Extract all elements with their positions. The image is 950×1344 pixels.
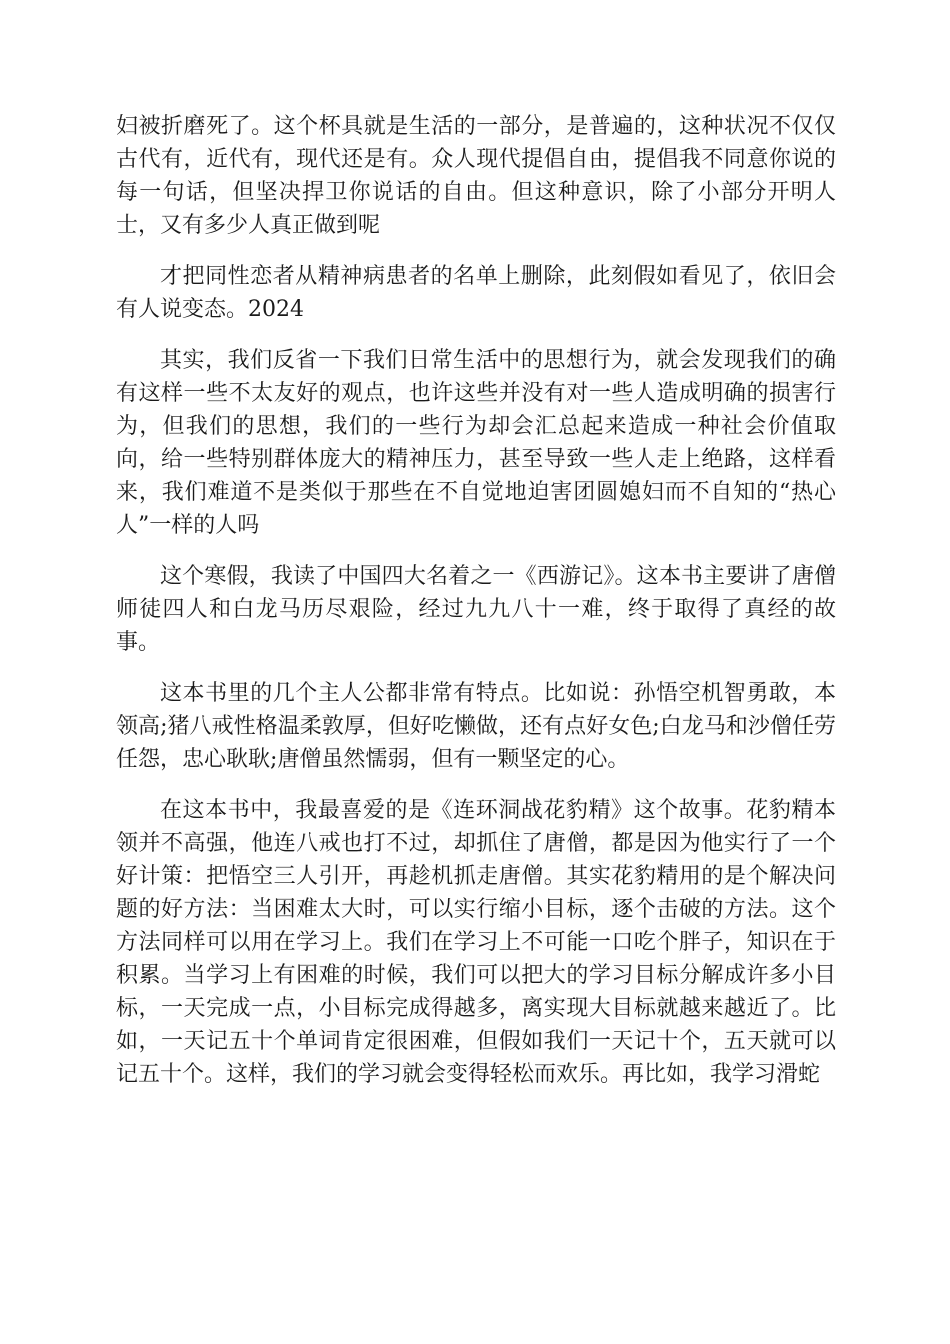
paragraph: 这本书里的几个主人公都非常有特点。比如说：孙悟空机智勇敢，本领高;猪八戒性格温柔敦厚，但好吃懒做，还有点好女色;白龙马和沙僧任劳任怨，忠心耿耿;唐僧虽然懦弱，但有一颗坚定的心。 [116,681,836,772]
paragraph: 才把同性恋者从精神病患者的名单上删除，此刻假如看见了，依旧会有人说变态。2024 [116,264,836,322]
paragraph: 这个寒假，我读了中国四大名着之一《西游记》。这本书主要讲了唐僧师徒四人和白龙马历尽艰险，经过九九八十一难，终于取得了真经的故事。 [116,564,836,655]
document-page [116,110,836,1109]
paragraph: 在这本书中，我最喜爱的是《连环洞战花豹精》这个故事。花豹精本领并不高强，他连八戒也打不过，却抓住了唐僧，都是因为他实行了一个好计策：把悟空三人引开，再趁机抓走唐僧。其实花豹精用的是个解决问题的好方法：当困难太大时，可以实行缩小目标，逐个击破的方法。这个方法同样可以用在学习上。我们在学习上不可能一口吃个胖子，知识在于积累。当学习上有困难的时候，我们可以把大的学习目标分解成许多小目标，一天完成一点，小目标完成得越多，离实现大目标就越来越近了。比如，一天记五十个单词肯定很困难，但假如我们一天记十个，五天就可以记五十个。这样，我们的学习就会变得轻松而欢乐。再比如，我学习滑蛇 [116,798,836,1087]
paragraph: 妇被折磨死了。这个杯具就是生活的一部分，是普遍的，这种状况不仅仅古代有，近代有，现代还是有。众人现代提倡自由，提倡我不同意你说的每一句话，但坚决捍卫你说话的自由。但这种意识，除了小部分开明人士，又有多少人真正做到呢 [116,114,836,238]
paragraph: 其实，我们反省一下我们日常生活中的思想行为，就会发现我们的确有这样一些不太友好的观点，也许这些并没有对一些人造成明确的损害行为，但我们的思想，我们的一些行为却会汇总起来造成一种社会价值取向，给一些特别群体庞大的精神压力，甚至导致一些人走上绝路，这样看来，我们难道不是类似于那些在不自觉地迫害团圆媳妇而不自知的“热心人”一样的人吗 [116,348,836,538]
